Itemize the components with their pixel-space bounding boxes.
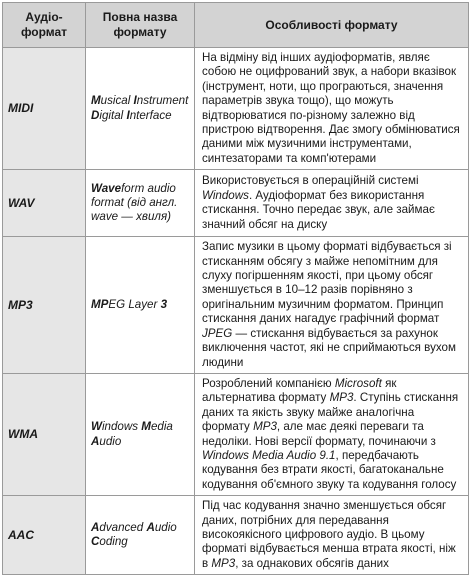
format-cell: MIDI: [3, 48, 86, 170]
acronym-letter: Wave: [91, 181, 122, 195]
acronym-letter: MP: [91, 297, 109, 311]
table-row: [3, 170, 469, 237]
acronym-letter: M: [91, 94, 101, 108]
italic-term: Windows: [202, 188, 249, 202]
audio-formats-table: [2, 2, 469, 575]
description-cell: На відміну від інших аудіоформатів, являє собою не оцифрований звук, а набори вказівок (інструмент, ноти, що програються, значення параметрів звука тощо), що можуть відтворюватися по-різному залежно від пристрою відтворення. Дає змогу обмінюватися даними між музичними інструментами, синтезаторами та комп'ютерами: [195, 48, 469, 170]
format-cell: MP3: [3, 237, 86, 374]
header-features: Особливості формату: [195, 3, 469, 48]
description-cell: Запис музики в цьому форматі відбувається зі стисканням обсягу з майже непомітним для слуху погіршенням якості, при цьому обсяг зменшується в 10–12 разів порівняно з оригінальним музичним форматом. Принцип стискання даних нагадує графічний формат JPEG — стискання відбувається за рахунок виключення частот, які не сприймаються вухом людини: [195, 237, 469, 374]
acronym-letter: W: [91, 420, 102, 434]
full-name-cell: MPEG Layer 3: [86, 237, 195, 374]
format-cell: AAC: [3, 496, 86, 575]
format-cell: WMA: [3, 373, 86, 495]
italic-term: MP3: [329, 391, 354, 405]
full-name-cell: Musical Instrument Digital Interface: [86, 48, 195, 170]
acronym-letter: M: [141, 420, 151, 434]
acronym-letter: D: [91, 108, 100, 122]
acronym-letter: 3: [160, 297, 168, 311]
header-format: [3, 3, 86, 48]
italic-term: Microsoft: [334, 376, 382, 390]
table-row: [3, 237, 469, 374]
header-format-line: Аудіо-: [25, 10, 63, 24]
acronym-letter: I: [133, 94, 137, 108]
description-cell: Під час кодування значно зменшується обсяг даних, потрібних для передавання високоякісного цифрового аудіо. В цьому форматі відбувається менша втрата якості, ніж в MP3, за однакових обсягів даних: [195, 496, 469, 575]
acronym-letter: I: [126, 108, 130, 122]
acronym-letter: A: [91, 434, 100, 448]
acronym-letter: A: [91, 520, 100, 534]
table-header-row: [3, 3, 469, 48]
format-cell: WAV: [3, 170, 86, 237]
header-full-name: Повна назва формату: [86, 3, 195, 48]
table-row: [3, 496, 469, 575]
description-cell: Використовується в операційній системі Windows. Аудіоформат без використання стискання. Точно передає звук, але займає значний обсяг на диску: [195, 170, 469, 237]
italic-term: Windows Media Audio 9.1: [202, 448, 336, 462]
italic-term: MP3: [211, 556, 236, 570]
italic-term: JPEG: [202, 326, 233, 340]
header-format-line: формат: [20, 25, 68, 39]
full-name-cell: Windows Media Audio: [86, 373, 195, 495]
full-name-cell: Waveform audio format (від англ. wave — хвиля): [86, 170, 195, 237]
full-name-cell: Advanced Audio Coding: [86, 496, 195, 575]
table-row: [3, 373, 469, 495]
acronym-letter: A: [146, 520, 155, 534]
table-row: [3, 48, 469, 170]
acronym-letter: C: [91, 535, 100, 549]
italic-term: MP3: [253, 420, 277, 434]
description-cell: Розроблений компанією Microsoft як альтернатива формату MP3. Ступінь стискання даних та якість звуку майже аналогічна формату MP3, але має деякі переваги та недоліки. Нові версії формату, починаючи з Windows Media Audio 9.1, передбачають кодування без втрати якості, багатоканальне кодування об'ємного звуку та кодування голосу: [195, 373, 469, 495]
